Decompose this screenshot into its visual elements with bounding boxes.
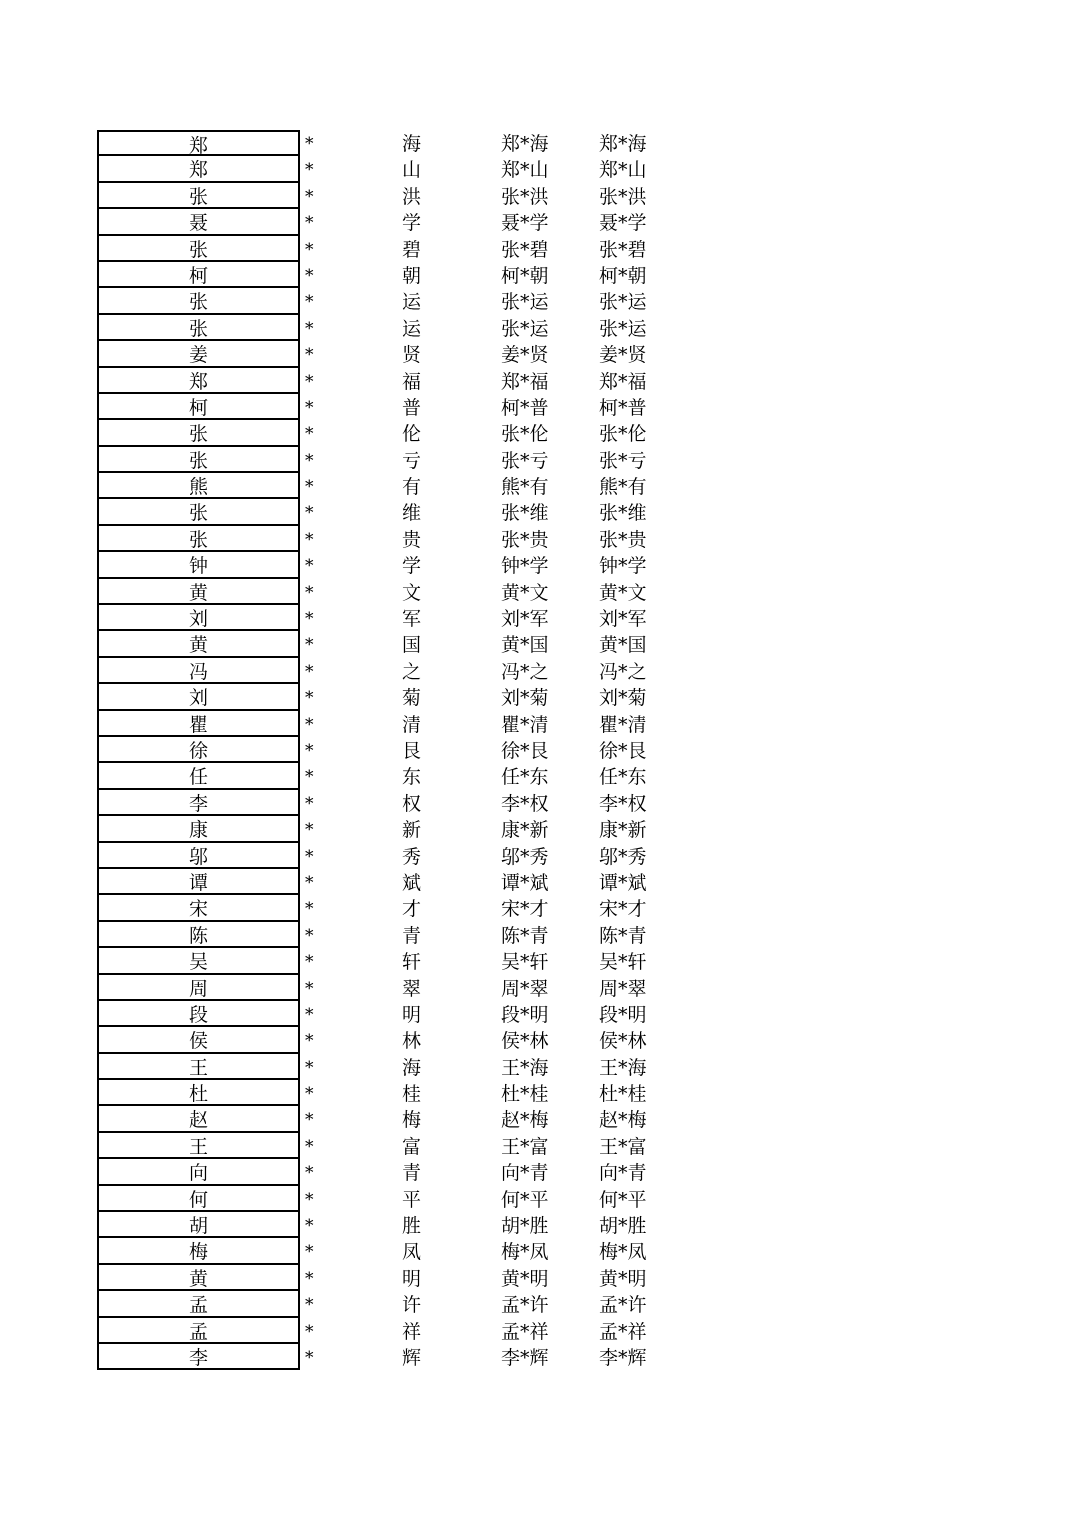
masked-name-cell[interactable]: 张*运 bbox=[501, 291, 549, 314]
surname-cell[interactable]: 冯 bbox=[97, 658, 300, 684]
masked-name-copy-cell[interactable]: 李*辉 bbox=[599, 1346, 647, 1369]
masked-name-cell[interactable]: 张*洪 bbox=[501, 185, 549, 208]
masked-name-copy-cell[interactable]: 梅*凤 bbox=[599, 1241, 647, 1264]
star-cell[interactable]: * bbox=[305, 1295, 314, 1316]
masked-name-cell[interactable]: 谭*斌 bbox=[501, 871, 549, 894]
masked-name-cell[interactable]: 李*辉 bbox=[501, 1346, 549, 1369]
masked-name-copy-cell[interactable]: 陈*青 bbox=[599, 924, 647, 947]
masked-name-cell[interactable]: 柯*朝 bbox=[501, 264, 549, 287]
star-cell[interactable]: * bbox=[305, 1004, 314, 1025]
given-name-cell[interactable]: 明 bbox=[402, 1003, 422, 1026]
given-name-cell[interactable]: 有 bbox=[402, 476, 422, 499]
masked-name-copy-cell[interactable]: 胡*胜 bbox=[599, 1215, 647, 1238]
given-name-cell[interactable]: 秀 bbox=[402, 845, 422, 868]
table-row bbox=[97, 711, 697, 737]
given-name-cell[interactable]: 学 bbox=[402, 555, 422, 578]
given-name-cell[interactable]: 轩 bbox=[402, 951, 422, 974]
masked-name-copy-cell[interactable]: 聂*学 bbox=[599, 212, 647, 235]
surname-cell[interactable]: 张 bbox=[97, 526, 300, 552]
masked-name-copy-cell[interactable]: 张*贵 bbox=[599, 528, 647, 551]
surname-cell[interactable]: 孟 bbox=[97, 1291, 300, 1317]
surname-cell[interactable]: 谭 bbox=[97, 869, 300, 895]
surname-cell[interactable]: 刘 bbox=[97, 605, 300, 631]
masked-name-copy-cell[interactable]: 孟*许 bbox=[599, 1294, 647, 1317]
masked-name-cell[interactable]: 柯*普 bbox=[501, 396, 549, 419]
surname-cell[interactable]: 何 bbox=[97, 1186, 300, 1212]
masked-name-copy-cell[interactable]: 宋*才 bbox=[599, 898, 647, 921]
masked-name-cell[interactable]: 梅*凤 bbox=[501, 1241, 549, 1264]
table-row bbox=[97, 473, 697, 499]
surname-cell[interactable]: 张 bbox=[97, 315, 300, 341]
table-row bbox=[97, 948, 697, 974]
star-cell[interactable]: * bbox=[305, 925, 314, 946]
masked-name-cell[interactable]: 姜*贤 bbox=[501, 344, 549, 367]
surname-cell[interactable]: 张 bbox=[97, 447, 300, 473]
table-row bbox=[97, 869, 697, 895]
masked-name-copy-cell[interactable]: 瞿*清 bbox=[599, 713, 647, 736]
masked-name-cell[interactable]: 黄*明 bbox=[501, 1267, 549, 1290]
given-name-cell[interactable]: 清 bbox=[402, 713, 422, 736]
table-row bbox=[97, 183, 697, 209]
table-row bbox=[97, 394, 697, 420]
table-row bbox=[97, 341, 697, 367]
given-name-cell[interactable]: 军 bbox=[402, 608, 422, 631]
surname-cell[interactable]: 陈 bbox=[97, 922, 300, 948]
surname-cell[interactable]: 段 bbox=[97, 1001, 300, 1027]
table-row bbox=[97, 552, 697, 578]
masked-name-cell[interactable]: 胡*胜 bbox=[501, 1215, 549, 1238]
star-cell[interactable]: * bbox=[305, 318, 314, 339]
given-name-cell[interactable]: 海 bbox=[402, 133, 422, 155]
masked-name-copy-cell[interactable]: 徐*艮 bbox=[599, 739, 647, 762]
star-cell[interactable]: * bbox=[305, 952, 314, 973]
masked-name-cell[interactable]: 黄*文 bbox=[501, 581, 549, 604]
table-row bbox=[97, 420, 697, 446]
surname-cell[interactable]: 赵 bbox=[97, 1106, 300, 1132]
table-row bbox=[97, 156, 697, 182]
masked-name-cell[interactable]: 张*维 bbox=[501, 502, 549, 525]
masked-name-copy-cell[interactable]: 黄*国 bbox=[599, 634, 647, 657]
masked-name-cell[interactable]: 张*伦 bbox=[501, 423, 549, 446]
masked-name-copy-cell[interactable]: 钟*学 bbox=[599, 555, 647, 578]
masked-name-cell[interactable]: 郑*福 bbox=[501, 370, 549, 393]
masked-name-copy-cell[interactable]: 熊*有 bbox=[599, 476, 647, 499]
masked-name-cell[interactable]: 周*翠 bbox=[501, 977, 549, 1000]
surname-cell[interactable]: 孟 bbox=[97, 1318, 300, 1344]
masked-name-copy-cell[interactable]: 康*新 bbox=[599, 819, 647, 842]
table-row bbox=[97, 843, 697, 869]
table-row bbox=[97, 975, 697, 1001]
star-cell[interactable]: * bbox=[305, 1189, 314, 1210]
table-row bbox=[97, 790, 697, 816]
surname-cell[interactable]: 熊 bbox=[97, 473, 300, 499]
masked-name-copy-cell[interactable]: 张*伦 bbox=[599, 423, 647, 446]
masked-name-cell[interactable]: 刘*菊 bbox=[501, 687, 549, 710]
table-row bbox=[97, 816, 697, 842]
masked-name-cell[interactable]: 何*平 bbox=[501, 1188, 549, 1211]
masked-name-copy-cell[interactable]: 张*洪 bbox=[599, 185, 647, 208]
star-cell[interactable]: * bbox=[305, 397, 314, 418]
spreadsheet-table bbox=[97, 130, 697, 1370]
star-cell[interactable]: * bbox=[305, 265, 314, 286]
star-cell[interactable]: * bbox=[305, 661, 314, 682]
given-name-cell[interactable]: 凤 bbox=[402, 1241, 422, 1264]
masked-name-copy-cell[interactable]: 侯*林 bbox=[599, 1030, 647, 1053]
masked-name-cell[interactable]: 郑*山 bbox=[501, 159, 549, 182]
masked-name-cell[interactable]: 宋*才 bbox=[501, 898, 549, 921]
table-row bbox=[97, 447, 697, 473]
masked-name-cell[interactable]: 刘*军 bbox=[501, 608, 549, 631]
table-row bbox=[97, 209, 697, 235]
given-name-cell[interactable]: 学 bbox=[402, 212, 422, 235]
given-name-cell[interactable]: 贵 bbox=[402, 528, 422, 551]
masked-name-cell[interactable]: 陈*青 bbox=[501, 924, 549, 947]
star-cell[interactable]: * bbox=[305, 292, 314, 313]
masked-name-cell[interactable]: 侯*林 bbox=[501, 1030, 549, 1053]
masked-name-copy-cell[interactable]: 任*东 bbox=[599, 766, 647, 789]
surname-cell[interactable]: 黄 bbox=[97, 631, 300, 657]
masked-name-cell[interactable]: 瞿*清 bbox=[501, 713, 549, 736]
masked-name-copy-cell[interactable]: 郑*山 bbox=[599, 159, 647, 182]
star-cell[interactable]: * bbox=[305, 820, 314, 841]
given-name-cell[interactable]: 明 bbox=[402, 1267, 422, 1290]
given-name-cell[interactable]: 菊 bbox=[402, 687, 422, 710]
table-row bbox=[97, 658, 697, 684]
table-row bbox=[97, 579, 697, 605]
masked-name-copy-cell[interactable]: 柯*朝 bbox=[599, 264, 647, 287]
table-row bbox=[97, 1159, 697, 1185]
surname-cell[interactable]: 任 bbox=[97, 763, 300, 789]
given-name-cell[interactable]: 祥 bbox=[402, 1320, 422, 1343]
masked-name-copy-cell[interactable]: 张*运 bbox=[599, 317, 647, 340]
surname-cell[interactable]: 宋 bbox=[97, 895, 300, 921]
surname-cell[interactable]: 钟 bbox=[97, 552, 300, 578]
table-row bbox=[97, 236, 697, 262]
surname-cell[interactable]: 姜 bbox=[97, 341, 300, 367]
star-cell[interactable]: * bbox=[305, 345, 314, 366]
star-cell[interactable]: * bbox=[305, 872, 314, 893]
surname-cell[interactable]: 张 bbox=[97, 499, 300, 525]
given-name-cell[interactable]: 胜 bbox=[402, 1215, 422, 1238]
star-cell[interactable]: * bbox=[305, 1057, 314, 1078]
given-name-cell[interactable]: 运 bbox=[402, 317, 422, 340]
given-name-cell[interactable]: 桂 bbox=[402, 1083, 422, 1106]
masked-name-cell[interactable]: 邬*秀 bbox=[501, 845, 549, 868]
star-cell[interactable]: * bbox=[305, 1321, 314, 1342]
masked-name-cell[interactable]: 张*碧 bbox=[501, 238, 549, 261]
surname-cell[interactable]: 黄 bbox=[97, 1265, 300, 1291]
masked-name-cell[interactable]: 孟*祥 bbox=[501, 1320, 549, 1343]
masked-name-cell[interactable]: 任*东 bbox=[501, 766, 549, 789]
table-row bbox=[97, 315, 697, 341]
given-name-cell[interactable]: 斌 bbox=[402, 871, 422, 894]
surname-cell[interactable]: 柯 bbox=[97, 262, 300, 288]
given-name-cell[interactable]: 林 bbox=[402, 1030, 422, 1053]
given-name-cell[interactable]: 山 bbox=[402, 159, 422, 182]
masked-name-copy-cell[interactable]: 张*碧 bbox=[599, 238, 647, 261]
table-row bbox=[97, 1054, 697, 1080]
masked-name-cell[interactable]: 冯*之 bbox=[501, 660, 549, 683]
masked-name-copy-cell[interactable]: 柯*普 bbox=[599, 396, 647, 419]
masked-name-cell[interactable]: 孟*许 bbox=[501, 1294, 549, 1317]
given-name-cell[interactable]: 才 bbox=[402, 898, 422, 921]
surname-cell[interactable]: 向 bbox=[97, 1159, 300, 1185]
star-cell[interactable]: * bbox=[305, 1136, 314, 1157]
table-row bbox=[97, 1238, 697, 1264]
given-name-cell[interactable]: 普 bbox=[402, 396, 422, 419]
star-cell[interactable]: * bbox=[305, 1347, 314, 1368]
surname-cell[interactable]: 张 bbox=[97, 420, 300, 446]
masked-name-copy-cell[interactable]: 刘*军 bbox=[599, 608, 647, 631]
masked-name-copy-cell[interactable]: 周*翠 bbox=[599, 977, 647, 1000]
table-row bbox=[97, 1291, 697, 1317]
masked-name-copy-cell[interactable]: 何*平 bbox=[599, 1188, 647, 1211]
star-cell[interactable]: * bbox=[305, 503, 314, 524]
given-name-cell[interactable]: 亏 bbox=[402, 449, 422, 472]
surname-cell[interactable]: 瞿 bbox=[97, 711, 300, 737]
masked-name-cell[interactable]: 黄*国 bbox=[501, 634, 549, 657]
masked-name-copy-cell[interactable]: 孟*祥 bbox=[599, 1320, 647, 1343]
masked-name-cell[interactable]: 向*青 bbox=[501, 1162, 549, 1185]
given-name-cell[interactable]: 朝 bbox=[402, 264, 422, 287]
surname-cell[interactable]: 杜 bbox=[97, 1080, 300, 1106]
given-name-cell[interactable]: 艮 bbox=[402, 739, 422, 762]
surname-cell[interactable]: 柯 bbox=[97, 394, 300, 420]
masked-name-copy-cell[interactable]: 郑*福 bbox=[599, 370, 647, 393]
masked-name-copy-cell[interactable]: 张*维 bbox=[599, 502, 647, 525]
surname-cell[interactable]: 刘 bbox=[97, 684, 300, 710]
masked-name-copy-cell[interactable]: 吴*轩 bbox=[599, 951, 647, 974]
given-name-cell[interactable]: 新 bbox=[402, 819, 422, 842]
masked-name-copy-cell[interactable]: 王*富 bbox=[599, 1135, 647, 1158]
surname-cell[interactable]: 梅 bbox=[97, 1238, 300, 1264]
given-name-cell[interactable]: 海 bbox=[402, 1056, 422, 1079]
given-name-cell[interactable]: 梅 bbox=[402, 1109, 422, 1132]
star-cell[interactable]: * bbox=[305, 1216, 314, 1237]
given-name-cell[interactable]: 文 bbox=[402, 581, 422, 604]
star-cell[interactable]: * bbox=[305, 1163, 314, 1184]
star-cell[interactable]: * bbox=[305, 793, 314, 814]
given-name-cell[interactable]: 贤 bbox=[402, 344, 422, 367]
table-row bbox=[97, 1001, 697, 1027]
star-cell[interactable]: * bbox=[305, 635, 314, 656]
masked-name-cell[interactable]: 杜*桂 bbox=[501, 1083, 549, 1106]
table-row bbox=[97, 763, 697, 789]
surname-cell[interactable]: 李 bbox=[97, 790, 300, 816]
masked-name-cell[interactable]: 赵*梅 bbox=[501, 1109, 549, 1132]
surname-cell[interactable]: 张 bbox=[97, 236, 300, 262]
table-row bbox=[97, 1265, 697, 1291]
star-cell[interactable]: * bbox=[305, 556, 314, 577]
surname-cell[interactable]: 邬 bbox=[97, 843, 300, 869]
star-cell[interactable]: * bbox=[305, 424, 314, 445]
table-row bbox=[97, 684, 697, 710]
star-cell[interactable]: * bbox=[305, 186, 314, 207]
surname-cell[interactable]: 王 bbox=[97, 1054, 300, 1080]
given-name-cell[interactable]: 平 bbox=[402, 1188, 422, 1211]
surname-cell[interactable]: 李 bbox=[97, 1344, 300, 1370]
masked-name-cell[interactable]: 钟*学 bbox=[501, 555, 549, 578]
masked-name-copy-cell[interactable]: 王*海 bbox=[599, 1056, 647, 1079]
surname-cell[interactable]: 张 bbox=[97, 288, 300, 314]
surname-cell[interactable]: 聂 bbox=[97, 209, 300, 235]
star-cell[interactable]: * bbox=[305, 767, 314, 788]
star-cell[interactable]: * bbox=[305, 1110, 314, 1131]
given-name-cell[interactable]: 福 bbox=[402, 370, 422, 393]
given-name-cell[interactable]: 富 bbox=[402, 1135, 422, 1158]
masked-name-copy-cell[interactable]: 刘*菊 bbox=[599, 687, 647, 710]
star-cell[interactable]: * bbox=[305, 450, 314, 471]
table-row bbox=[97, 1080, 697, 1106]
surname-cell[interactable]: 郑 bbox=[97, 130, 300, 156]
masked-name-copy-cell[interactable]: 郑*海 bbox=[599, 133, 647, 155]
given-name-cell[interactable]: 许 bbox=[402, 1294, 422, 1317]
table-row bbox=[97, 895, 697, 921]
surname-cell[interactable]: 康 bbox=[97, 816, 300, 842]
given-name-cell[interactable]: 伦 bbox=[402, 423, 422, 446]
star-cell[interactable]: * bbox=[305, 1242, 314, 1263]
masked-name-copy-cell[interactable]: 张*运 bbox=[599, 291, 647, 314]
given-name-cell[interactable]: 之 bbox=[402, 660, 422, 683]
given-name-cell[interactable]: 青 bbox=[402, 1162, 422, 1185]
given-name-cell[interactable]: 翠 bbox=[402, 977, 422, 1000]
surname-cell[interactable]: 张 bbox=[97, 183, 300, 209]
masked-name-cell[interactable]: 熊*有 bbox=[501, 476, 549, 499]
star-cell[interactable]: * bbox=[305, 899, 314, 920]
masked-name-cell[interactable]: 吴*轩 bbox=[501, 951, 549, 974]
star-cell[interactable]: * bbox=[305, 239, 314, 260]
table-row bbox=[97, 1027, 697, 1053]
table-row bbox=[97, 631, 697, 657]
masked-name-copy-cell[interactable]: 邬*秀 bbox=[599, 845, 647, 868]
masked-name-cell[interactable]: 王*富 bbox=[501, 1135, 549, 1158]
masked-name-copy-cell[interactable]: 杜*桂 bbox=[599, 1083, 647, 1106]
masked-name-cell[interactable]: 康*新 bbox=[501, 819, 549, 842]
masked-name-cell[interactable]: 王*海 bbox=[501, 1056, 549, 1079]
masked-name-copy-cell[interactable]: 黄*明 bbox=[599, 1267, 647, 1290]
table-row bbox=[97, 288, 697, 314]
masked-name-cell[interactable]: 张*运 bbox=[501, 317, 549, 340]
table-row bbox=[97, 499, 697, 525]
star-cell[interactable]: * bbox=[305, 1268, 314, 1289]
table-row bbox=[97, 737, 697, 763]
given-name-cell[interactable]: 洪 bbox=[402, 185, 422, 208]
masked-name-copy-cell[interactable]: 李*权 bbox=[599, 792, 647, 815]
given-name-cell[interactable]: 青 bbox=[402, 924, 422, 947]
star-cell[interactable]: * bbox=[305, 371, 314, 392]
surname-cell[interactable]: 徐 bbox=[97, 737, 300, 763]
given-name-cell[interactable]: 国 bbox=[402, 634, 422, 657]
given-name-cell[interactable]: 辉 bbox=[402, 1346, 422, 1369]
star-cell[interactable]: * bbox=[305, 740, 314, 761]
star-cell[interactable]: * bbox=[305, 1031, 314, 1052]
surname-cell[interactable]: 王 bbox=[97, 1133, 300, 1159]
table-row bbox=[97, 1186, 697, 1212]
masked-name-cell[interactable]: 段*明 bbox=[501, 1003, 549, 1026]
surname-cell[interactable]: 黄 bbox=[97, 579, 300, 605]
given-name-cell[interactable]: 运 bbox=[402, 291, 422, 314]
star-cell[interactable]: * bbox=[305, 978, 314, 999]
table-row bbox=[97, 1133, 697, 1159]
masked-name-cell[interactable]: 聂*学 bbox=[501, 212, 549, 235]
star-cell[interactable]: * bbox=[305, 529, 314, 550]
star-cell[interactable]: * bbox=[305, 714, 314, 735]
surname-cell[interactable]: 周 bbox=[97, 975, 300, 1001]
table-row bbox=[97, 368, 697, 394]
table-row bbox=[97, 1318, 697, 1344]
surname-cell[interactable]: 胡 bbox=[97, 1212, 300, 1238]
masked-name-copy-cell[interactable]: 段*明 bbox=[599, 1003, 647, 1026]
table-row bbox=[97, 1106, 697, 1132]
masked-name-cell[interactable]: 李*权 bbox=[501, 792, 549, 815]
star-cell[interactable]: * bbox=[305, 477, 314, 498]
masked-name-cell[interactable]: 张*贵 bbox=[501, 528, 549, 551]
surname-cell[interactable]: 侯 bbox=[97, 1027, 300, 1053]
star-cell[interactable]: * bbox=[305, 582, 314, 603]
masked-name-cell[interactable]: 郑*海 bbox=[501, 133, 549, 155]
table-row bbox=[97, 262, 697, 288]
table-row bbox=[97, 1212, 697, 1238]
table-row bbox=[97, 130, 697, 156]
masked-name-cell[interactable]: 张*亏 bbox=[501, 449, 549, 472]
masked-name-copy-cell[interactable]: 向*青 bbox=[599, 1162, 647, 1185]
star-cell[interactable]: * bbox=[305, 1084, 314, 1105]
given-name-cell[interactable]: 东 bbox=[402, 766, 422, 789]
given-name-cell[interactable]: 碧 bbox=[402, 238, 422, 261]
surname-cell[interactable]: 郑 bbox=[97, 156, 300, 182]
masked-name-copy-cell[interactable]: 黄*文 bbox=[599, 581, 647, 604]
star-cell[interactable]: * bbox=[305, 609, 314, 630]
masked-name-copy-cell[interactable]: 冯*之 bbox=[599, 660, 647, 683]
star-cell[interactable]: * bbox=[305, 846, 314, 867]
star-cell[interactable]: * bbox=[305, 688, 314, 709]
table-row bbox=[97, 922, 697, 948]
star-cell[interactable]: * bbox=[305, 160, 314, 181]
surname-cell[interactable]: 吴 bbox=[97, 948, 300, 974]
table-row bbox=[97, 526, 697, 552]
masked-name-copy-cell[interactable]: 谭*斌 bbox=[599, 871, 647, 894]
star-cell[interactable]: * bbox=[305, 134, 314, 154]
masked-name-copy-cell[interactable]: 张*亏 bbox=[599, 449, 647, 472]
star-cell[interactable]: * bbox=[305, 213, 314, 234]
surname-cell[interactable]: 郑 bbox=[97, 368, 300, 394]
masked-name-copy-cell[interactable]: 姜*贤 bbox=[599, 344, 647, 367]
masked-name-copy-cell[interactable]: 赵*梅 bbox=[599, 1109, 647, 1132]
table-row bbox=[97, 605, 697, 631]
masked-name-cell[interactable]: 徐*艮 bbox=[501, 739, 549, 762]
given-name-cell[interactable]: 维 bbox=[402, 502, 422, 525]
given-name-cell[interactable]: 权 bbox=[402, 792, 422, 815]
table-row bbox=[97, 1344, 697, 1370]
